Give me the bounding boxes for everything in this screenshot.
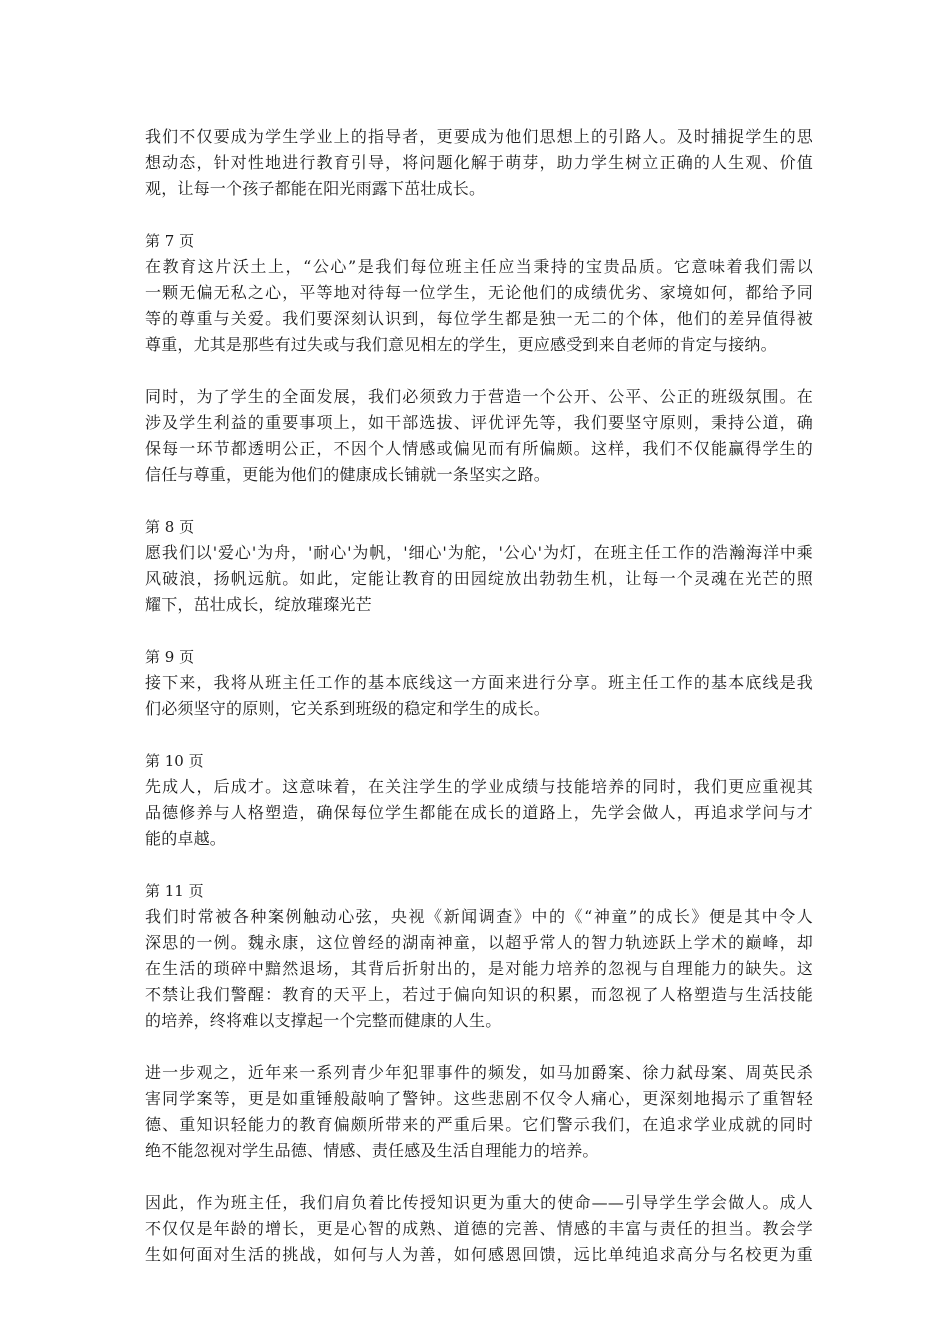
text-line: 不仅仅是年龄的增长，更是心智的成熟、道德的完善、情感的丰富与责任的担当。教会学 [145, 1219, 813, 1238]
text-line: 因此，作为班主任，我们肩负着比传授知识更为重大的使命——引导学生学会做人。成人 [145, 1193, 813, 1212]
document-page [145, 124, 813, 1294]
text-line: 品德修养与人格塑造，确保每位学生都能在成长的道路上，先学会做人，再追求学问与才 [145, 803, 813, 822]
text-line: 观，让每一个孩子都能在阳光雨露下茁壮成长。 [145, 179, 486, 198]
text-line: 深思的一例。魏永康，这位曾经的湖南神童，以超乎常人的智力轨迹跃上学术的巅峰，却 [145, 933, 813, 952]
text-line: 我们不仅要成为学生学业上的指导者，更要成为他们思想上的引路人。及时捕捉学生的思 [145, 127, 813, 146]
text-line: 先成人，后成才。这意味着，在关注学生的学业成绩与技能培养的同时，我们更应重视其 [145, 777, 813, 796]
text-line: 害同学案等，更是如重锤般敲响了警钟。这些悲剧不仅令人痛心，更深刻地揭示了重智轻 [145, 1089, 813, 1108]
paragraph [145, 384, 813, 488]
text-line: 同时，为了学生的全面发展，我们必须致力于营造一个公开、公平、公正的班级氛围。在 [145, 387, 813, 406]
page-number-label: 第 7 页 [145, 232, 195, 250]
text-line: 能的卓越。 [145, 829, 227, 848]
text-line: 信任与尊重，更能为他们的健康成长铺就一条坚实之路。 [145, 465, 551, 484]
text-line: 们必须坚守的原则，它关系到班级的稳定和学生的成长。 [145, 699, 551, 718]
text-line: 不禁让我们警醒：教育的天平上，若过于偏向知识的积累，而忽视了人格塑造与生活技能 [145, 985, 813, 1004]
text-line: 风破浪，扬帆远航。如此，定能让教育的田园绽放出勃勃生机，让每一个灵魂在光芒的照 [145, 569, 813, 588]
text-line: 我们时常被各种案例触动心弦，央视《新闻调查》中的《“神童”的成长》便是其中令人 [145, 907, 813, 926]
page-section [145, 748, 813, 852]
text-line: 绝不能忽视对学生品德、情感、责任感及生活自理能力的培养。 [145, 1141, 599, 1160]
text-line: 德、重知识轻能力的教育偏颇所带来的严重后果。它们警示我们，在追求学业成就的同时 [145, 1115, 813, 1134]
text-line: 保每一环节都透明公正，不因个人情感或偏见而有所偏颇。这样，我们不仅能赢得学生的 [145, 439, 813, 458]
text-line: 的培养，终将难以支撑起一个完整而健康的人生。 [145, 1011, 502, 1030]
text-line: 生如何面对生活的挑战，如何与人为善，如何感恩回馈，远比单纯追求高分与名校更为重 [145, 1245, 813, 1264]
text-line: 等的尊重与关爱。我们要深刻认识到，每位学生都是独一无二的个体，他们的差异值得被 [145, 309, 813, 328]
text-line: 愿我们以'爱心'为舟，'耐心'为帆，'细心'为舵，'公心'为灯，在班主任工作的浩瀚海洋中乘 [145, 543, 813, 562]
text-line: 接下来，我将从班主任工作的基本底线这一方面来进行分享。班主任工作的基本底线是我 [145, 673, 813, 692]
text-line: 一颗无偏无私之心，平等地对待每一位学生，无论他们的成绩优劣、家境如何，都给予同 [145, 283, 813, 302]
page-section [145, 644, 813, 722]
text-line: 耀下，茁壮成长，绽放璀璨光芒 [145, 595, 372, 614]
paragraph [145, 124, 813, 202]
page-section [145, 878, 813, 1034]
text-line: 进一步观之，近年来一系列青少年犯罪事件的频发，如马加爵案、徐力弑母案、周英民杀 [145, 1063, 813, 1082]
page-section [145, 228, 813, 358]
page-number-label: 第 8 页 [145, 518, 195, 536]
text-line: 涉及学生利益的重要事项上，如干部选拔、评优评先等，我们要坚守原则，秉持公道，确 [145, 413, 813, 432]
text-line: 在教育这片沃土上，“公心”是我们每位班主任应当秉持的宝贵品质。它意味着我们需以 [145, 257, 813, 276]
text-line: 尊重，尤其是那些有过失或与我们意见相左的学生，更应感受到来自老师的肯定与接纳。 [145, 335, 777, 354]
page-number-label: 第 9 页 [145, 648, 195, 666]
text-line: 在生活的琐碎中黯然退场，其背后折射出的，是对能力培养的忽视与自理能力的缺失。这 [145, 959, 813, 978]
page-number-label: 第 10 页 [145, 752, 204, 770]
paragraph [145, 1060, 813, 1164]
text-line: 想动态，针对性地进行教育引导，将问题化解于萌芽，助力学生树立正确的人生观、价值 [145, 153, 813, 172]
page-section [145, 514, 813, 618]
paragraph [145, 1190, 813, 1268]
page-number-label: 第 11 页 [145, 882, 204, 900]
